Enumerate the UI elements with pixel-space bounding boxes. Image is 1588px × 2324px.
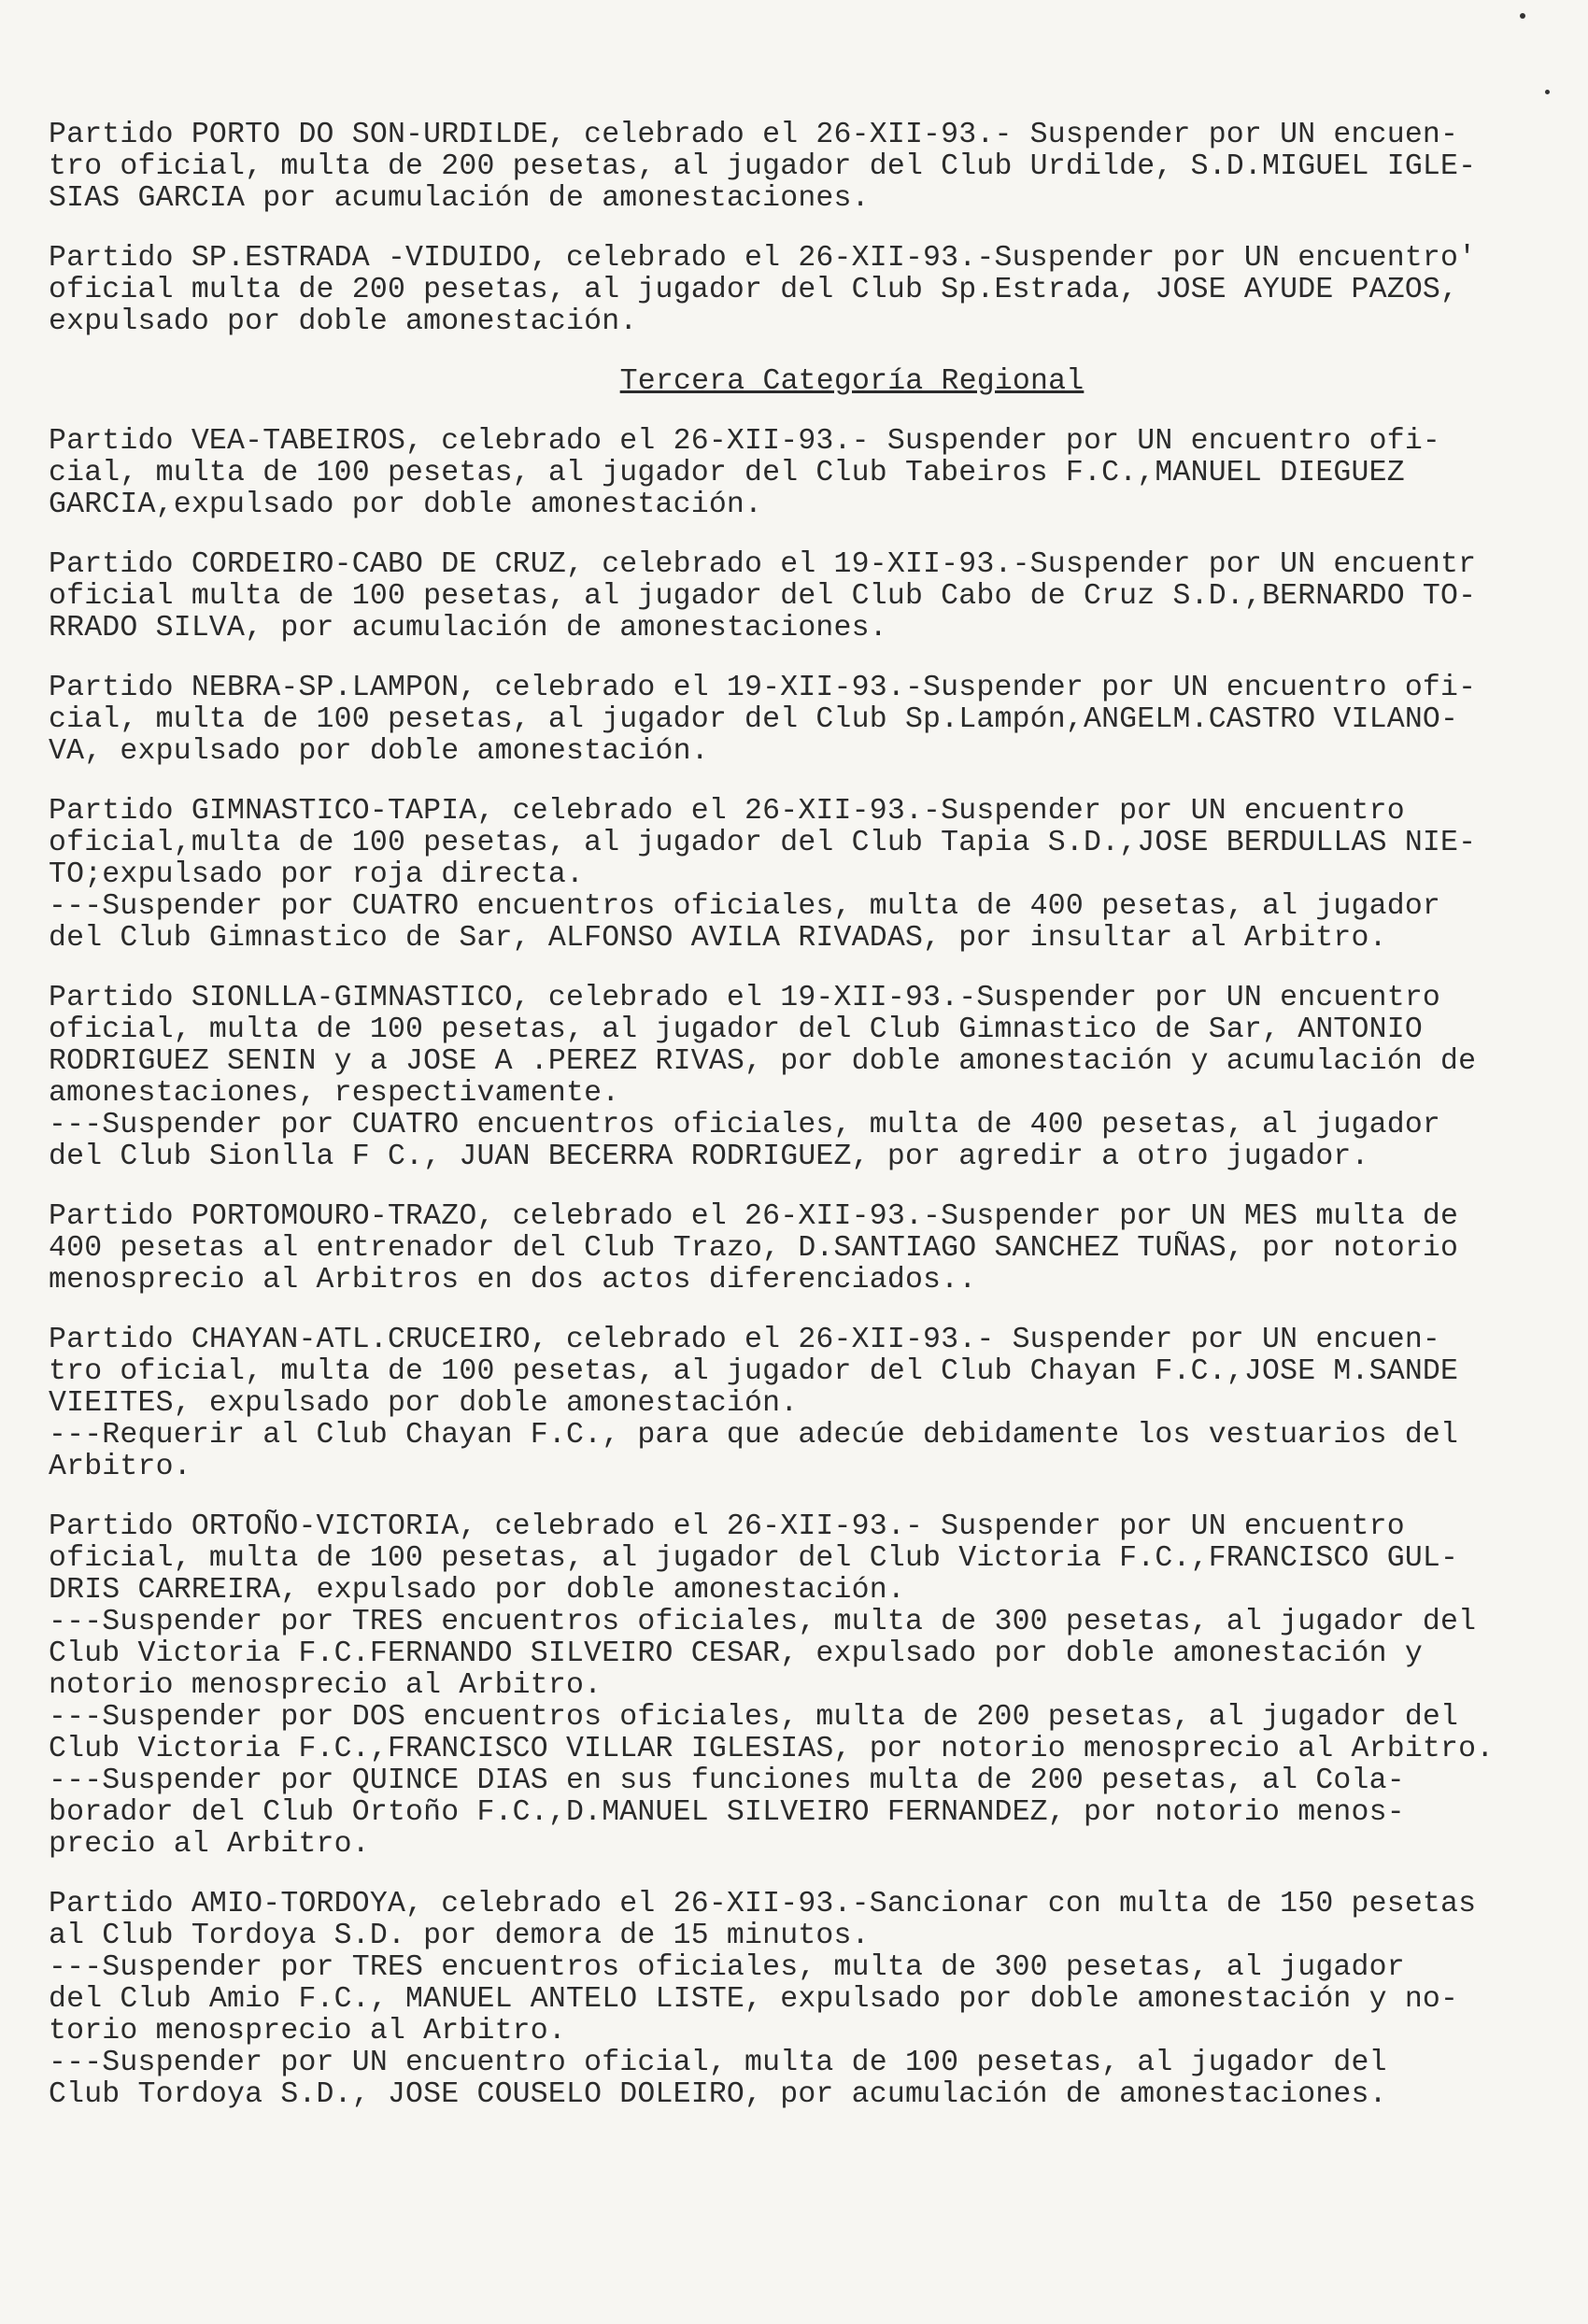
match-entry-text: Partido PORTO DO SON-URDILDE, celebrado el 26-XII-93.- Suspender por UN encuen- tro oficial, multa de 200 pesetas, al jugador del Club Urdilde, S.D.MIGUEL IGLE- SIAS GARCIA por acumulación de amonestaciones.: [49, 119, 1477, 215]
sanction-line: ---Suspender por TRES encuentros oficiales, multa de 300 pesetas, al jugador del Club Victoria F.C.FERNANDO SILVEIRO CESAR, expulsado por doble amonestación y notorio menosprecio al Arbitro.: [49, 1606, 1477, 1702]
match-entry: [49, 1889, 1543, 2111]
match-entry: [49, 1325, 1543, 1483]
match-entry: [49, 673, 1543, 768]
sanction-line: ---Suspender por CUATRO encuentros oficiales, multa de 400 pesetas, al jugador del Club Gimnastico de Sar, ALFONSO AVILA RIVADAS, por insultar al Arbitro.: [49, 890, 1441, 955]
match-entry-text: Partido ORTOÑO-VICTORIA, celebrado el 26-XII-93.- Suspender por UN encuentro oficial, multa de 100 pesetas, al jugador del Club Victoria F.C.,FRANCISCO GUL- DRIS CARREIRA, expulsado por doble amonestación.: [49, 1510, 1459, 1607]
match-entry-text: Partido VEA-TABEIROS, celebrado el 26-XII-93.- Suspender por UN encuentro ofi- cial, multa de 100 pesetas, al jugador del Club Tabeiros F.C.,MANUEL DIEGUEZ GARCIA,expulsado por doble amonestación.: [49, 425, 1441, 521]
ink-speck: [1520, 13, 1525, 19]
match-entry-text: Partido GIMNASTICO-TAPIA, celebrado el 26-XII-93.-Suspender por UN encuentro oficial,multa de 100 pesetas, al jugador del Club Tapia S.D.,JOSE BERDULLAS NIE- TO;expulsado por roja directa.: [49, 795, 1477, 891]
match-entry: [49, 243, 1543, 338]
sanction-line: ---Suspender por QUINCE DIAS en sus funciones multa de 200 pesetas, al Cola- borador del Club Ortoño F.C.,D.MANUEL SILVEIRO FERNANDEZ, por notorio menos- precio al Arbitro.: [49, 1764, 1405, 1861]
match-entry: [49, 1511, 1543, 1861]
sanction-line: ---Suspender por CUATRO encuentros oficiales, multa de 400 pesetas, al jugador del Club Sionlla F C., JUAN BECERRA RODRIGUEZ, por agredir a otro jugador.: [49, 1109, 1441, 1173]
ink-speck: [1545, 90, 1550, 94]
match-entry: [49, 1201, 1543, 1297]
match-entry: [49, 549, 1543, 645]
document-body: [49, 120, 1543, 2139]
sanction-line: ---Requerir al Club Chayan F.C., para que adecúe debidamente los vestuarios del Arbitro.: [49, 1419, 1459, 1483]
match-entry-text: Partido AMIO-TORDOYA, celebrado el 26-XII-93.-Sancionar con multa de 150 pesetas al Club Tordoya S.D. por demora de 15 minutos.: [49, 1888, 1477, 1952]
match-entry-text: Partido SP.ESTRADA -VIDUIDO, celebrado el 26-XII-93.-Suspender por UN encuentro' oficial multa de 200 pesetas, al jugador del Club Sp.Estrada, JOSE AYUDE PAZOS, expulsado por doble amonestación.: [49, 242, 1477, 338]
match-entry: [49, 120, 1543, 215]
match-entry-text: Partido CHAYAN-ATL.CRUCEIRO, celebrado el 26-XII-93.- Suspender por UN encuen- tro oficial, multa de 100 pesetas, al jugador del Club Chayan F.C.,JOSE M.SANDE VIEITES, expulsado por doble amonestación.: [49, 1324, 1459, 1420]
match-entry: [49, 983, 1543, 1173]
sanction-line: ---Suspender por DOS encuentros oficiales, multa de 200 pesetas, al jugador del Club Victoria F.C.,FRANCISCO VILLAR IGLESIAS, por notorio menosprecio al Arbitro.: [49, 1701, 1495, 1765]
match-entry-text: Partido PORTOMOURO-TRAZO, celebrado el 26-XII-93.-Suspender por UN MES multa de 400 pesetas al entrenador del Club Trazo, D.SANTIAGO SANCHEZ TUÑAS, por notorio menosprecio al Arbitros en dos actos diferenciados..: [49, 1200, 1459, 1297]
entries-after-heading: [49, 426, 1543, 2111]
match-entry-text: Partido SIONLLA-GIMNASTICO, celebrado el 19-XII-93.-Suspender por UN encuentro oficial, multa de 100 pesetas, al jugador del Club Gimnastico de Sar, ANTONIO RODRIGUEZ SENIN y a JOSE A .PEREZ RIVAS, por doble amonestación y acumulación de amonestaciones, respectivamente.: [49, 982, 1477, 1110]
sanction-line: ---Suspender por TRES encuentros oficiales, multa de 300 pesetas, al jugador del Club Amio F.C., MANUEL ANTELO LISTE, expulsado por doble amonestación y no- torio menosprecio al Arbitro.: [49, 1951, 1459, 2048]
match-entry: [49, 796, 1543, 955]
sanction-line: ---Suspender por UN encuentro oficial, multa de 100 pesetas, al jugador del Club Tordoya S.D., JOSE COUSELO DOLEIRO, por acumulación de amonestaciones.: [49, 2047, 1387, 2111]
match-entry: [49, 426, 1543, 521]
match-entry-text: Partido CORDEIRO-CABO DE CRUZ, celebrado el 19-XII-93.-Suspender por UN encuentr oficial multa de 100 pesetas, al jugador del Club Cabo de Cruz S.D.,BERNARDO TO- RRADO SILVA, por acumulación de amonestaciones.: [49, 548, 1477, 645]
entries-before-heading: [49, 120, 1543, 338]
match-entry-text: Partido NEBRA-SP.LAMPON, celebrado el 19-XII-93.-Suspender por UN encuentro ofi- cial, multa de 100 pesetas, al jugador del Club Sp.Lampón,ANGELM.CASTRO VILANO- VA, expulsado por doble amonestación.: [49, 672, 1477, 768]
section-heading: Tercera Categoría Regional: [619, 365, 1085, 398]
